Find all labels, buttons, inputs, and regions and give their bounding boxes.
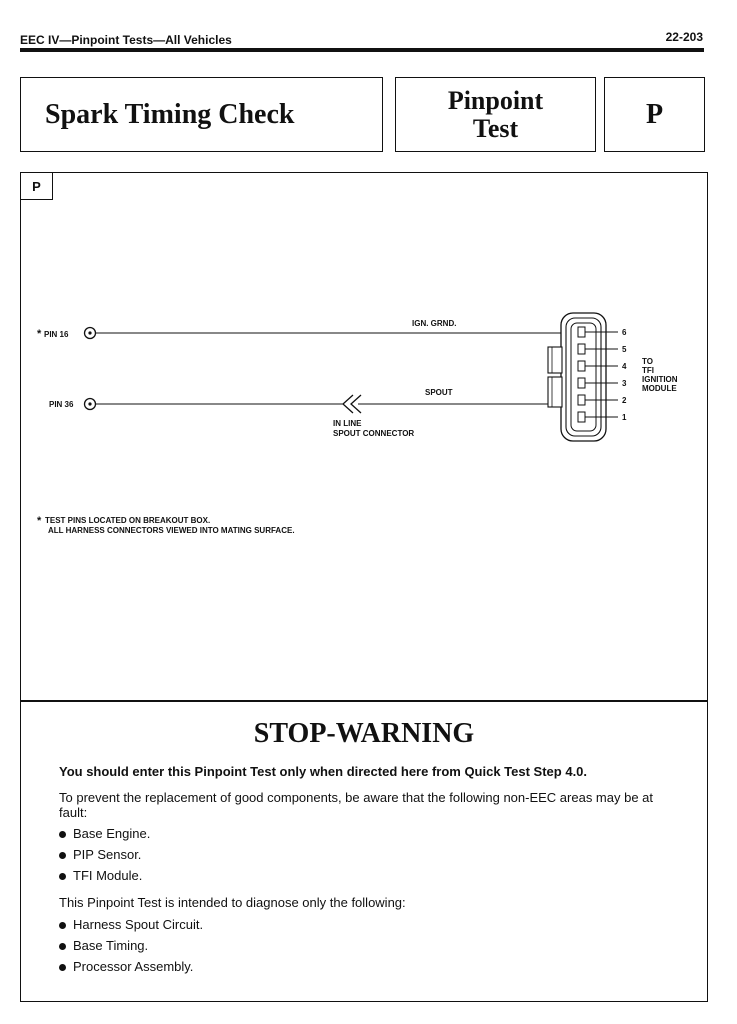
note-line1: TEST PINS LOCATED ON BREAKOUT BOX. bbox=[45, 516, 211, 525]
connector-pin-5 bbox=[578, 344, 585, 354]
pinpoint-label-line2: Test bbox=[472, 113, 519, 143]
page-title: Spark Timing Check bbox=[45, 98, 295, 130]
warning-paragraph-2: This Pinpoint Test is intended to diagnose only the following: bbox=[59, 895, 406, 910]
pin-number-4: 4 bbox=[622, 362, 627, 371]
warning-lead: You should enter this Pinpoint Test only when directed here from Quick Test Step 4.0. bbox=[59, 764, 588, 779]
pin-number-2: 2 bbox=[622, 396, 627, 405]
diagnose-list bbox=[59, 917, 203, 980]
pin-number-6: 6 bbox=[622, 328, 627, 337]
note-star: * bbox=[37, 515, 42, 527]
list-item: Base Timing. bbox=[59, 938, 203, 959]
section-divider bbox=[20, 700, 708, 702]
module-label-line4: MODULE bbox=[642, 384, 677, 393]
list-item: PIP Sensor. bbox=[59, 847, 150, 868]
list-item: Harness Spout Circuit. bbox=[59, 917, 203, 938]
tfi-connector bbox=[548, 313, 627, 441]
module-label-line2: TFI bbox=[642, 366, 654, 375]
ign-ground-label: IGN. GRND. bbox=[412, 319, 457, 328]
inline-label-line2: SPOUT CONNECTOR bbox=[333, 429, 415, 438]
connector-pin-4 bbox=[578, 361, 585, 371]
pin36-terminal-dot bbox=[88, 402, 91, 405]
pin16-label: PIN 16 bbox=[44, 330, 69, 339]
diagram-tag-label: P bbox=[32, 178, 41, 194]
pin-number-5: 5 bbox=[622, 345, 627, 354]
spout-label: SPOUT bbox=[425, 388, 453, 397]
module-label-line1: TO bbox=[642, 357, 653, 366]
pinpoint-label-line1: Pinpoint bbox=[447, 85, 544, 115]
note-line2: ALL HARNESS CONNECTORS VIEWED INTO MATING SURFACE. bbox=[48, 526, 295, 535]
list-item: TFI Module. bbox=[59, 868, 150, 889]
pin-number-1: 1 bbox=[622, 413, 627, 422]
header-section-title: EEC IV—Pinpoint Tests—All Vehicles bbox=[20, 33, 232, 47]
warning-title: STOP-WARNING bbox=[253, 718, 475, 749]
header-page-number: 22-203 bbox=[665, 30, 703, 44]
pin16-terminal-dot bbox=[88, 331, 91, 334]
list-item: Processor Assembly. bbox=[59, 959, 203, 980]
connector-latch-lower bbox=[548, 377, 562, 407]
connector-pin-2 bbox=[578, 395, 585, 405]
connector-pin-6 bbox=[578, 327, 585, 337]
inline-label-line1: IN LINE bbox=[333, 419, 362, 428]
warning-paragraph-1: To prevent the replacement of good components, be aware that the following non-EEC areas may be at fault: bbox=[59, 790, 654, 820]
test-letter: P bbox=[645, 98, 664, 130]
non-eec-areas-list bbox=[59, 826, 150, 889]
pin36-label: PIN 36 bbox=[49, 400, 74, 409]
list-item: Base Engine. bbox=[59, 826, 150, 847]
connector-latch-upper bbox=[548, 347, 562, 373]
pin16-star: * bbox=[37, 328, 42, 340]
pin-number-3: 3 bbox=[622, 379, 627, 388]
module-label-line3: IGNITION bbox=[642, 375, 678, 384]
connector-pin-3 bbox=[578, 378, 585, 388]
connector-pin-1 bbox=[578, 412, 585, 422]
